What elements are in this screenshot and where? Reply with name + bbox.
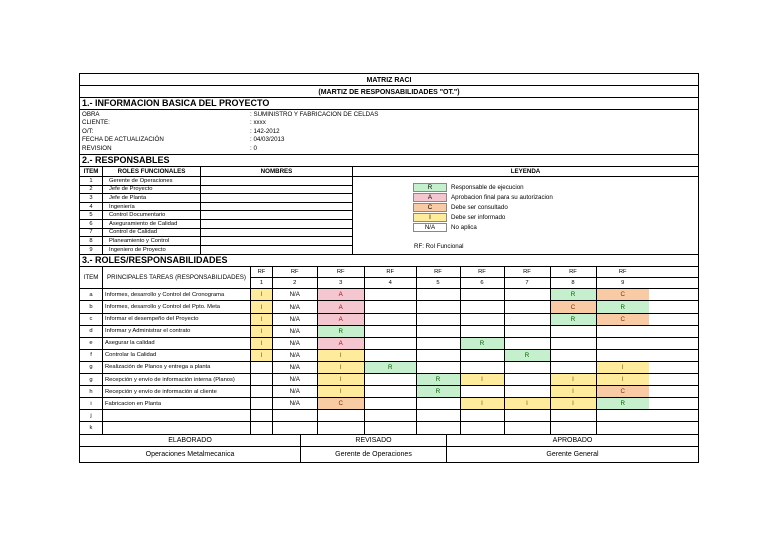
task-name: Realización de Planos y entrega a planta <box>103 362 251 373</box>
raci-cell[interactable] <box>365 386 417 397</box>
task-item: g <box>80 374 103 385</box>
task-row <box>80 386 698 398</box>
task-item: g <box>80 362 103 373</box>
role-name: Aseguramiento de Calidad <box>103 220 201 228</box>
rf-label: RF <box>618 269 627 276</box>
rf-number: 8 <box>551 278 597 288</box>
raci-cell[interactable] <box>365 398 417 409</box>
raci-cell[interactable] <box>551 338 597 349</box>
raci-cell[interactable] <box>318 410 366 421</box>
raci-cell[interactable]: I <box>318 362 366 373</box>
raci-cell[interactable]: I <box>251 289 273 300</box>
legend-row <box>413 182 553 192</box>
raci-cell[interactable]: A <box>318 338 366 349</box>
info-label: O/T: <box>82 127 94 135</box>
elaborado-label: ELABORADO <box>80 435 301 446</box>
raci-cell[interactable]: I <box>461 398 505 409</box>
task-row <box>80 314 698 326</box>
raci-cell[interactable] <box>365 374 417 385</box>
role-item-number: 7 <box>80 229 103 237</box>
task-item: k <box>80 422 103 433</box>
raci-cell[interactable]: I <box>318 386 366 397</box>
raci-sheet <box>79 73 699 463</box>
rf-number: 2 <box>273 278 318 288</box>
raci-cell[interactable] <box>505 374 551 385</box>
raci-cell[interactable] <box>251 374 273 385</box>
raci-cell[interactable] <box>551 326 597 337</box>
task-row <box>80 338 698 350</box>
task-name: Informes, desarrollo y Control del Ppto. Meta <box>103 301 251 312</box>
section2-header <box>80 155 698 167</box>
role-name: Gerente de Operaciones <box>103 177 201 185</box>
role-item-number: 8 <box>80 237 103 245</box>
raci-cell[interactable]: N/A <box>273 314 318 325</box>
role-item-number: 4 <box>80 203 103 211</box>
task-name: Asegurar la calidad <box>103 338 251 349</box>
task-row <box>80 301 698 313</box>
project-info <box>80 110 698 155</box>
rf-columns <box>251 267 698 288</box>
raci-cell[interactable]: N/A <box>273 326 318 337</box>
task-item: j <box>80 410 103 421</box>
raci-cell[interactable] <box>505 326 551 337</box>
raci-cell[interactable] <box>365 314 417 325</box>
role-person-name[interactable] <box>201 246 352 255</box>
raci-cell[interactable]: R <box>505 350 551 361</box>
role-person-name[interactable] <box>201 211 352 219</box>
raci-cell[interactable]: N/A <box>273 338 318 349</box>
raci-cell[interactable] <box>505 301 551 312</box>
raci-cell[interactable] <box>417 350 461 361</box>
role-person-name[interactable] <box>201 203 352 211</box>
elaborado-name: Operaciones Metalmecanica <box>80 447 301 462</box>
raci-cell[interactable] <box>417 326 461 337</box>
task-item: c <box>80 314 103 325</box>
raci-cell[interactable]: I <box>551 374 597 385</box>
raci-cell[interactable] <box>505 289 551 300</box>
rf-number: 6 <box>461 278 505 288</box>
raci-cell[interactable]: N/A <box>273 374 318 385</box>
rf-number-row <box>251 278 698 288</box>
raci-cell[interactable] <box>461 386 505 397</box>
raci-cell[interactable] <box>597 326 650 337</box>
task-name: Informar y Administrar el contrato <box>103 326 251 337</box>
legend-code: R <box>413 183 447 192</box>
raci-cell[interactable] <box>417 314 461 325</box>
role-name: Planeamiento y Control <box>103 237 201 245</box>
role-name: Control de Calidad <box>103 229 201 237</box>
task-item: e <box>80 338 103 349</box>
raci-cell[interactable] <box>551 350 597 361</box>
legend-row <box>413 213 553 223</box>
role-name: Jefe de Proyecto <box>103 186 201 194</box>
raci-cell[interactable]: I <box>597 374 650 385</box>
raci-cell[interactable]: R <box>597 301 650 312</box>
raci-cell[interactable]: R <box>551 314 597 325</box>
tasks-header: PRINCIPALES TAREAS (RESPONSABILIDADES) <box>103 267 251 288</box>
raci-cell[interactable] <box>417 338 461 349</box>
raci-cell[interactable] <box>505 338 551 349</box>
revisado-name: Gerente de Operaciones <box>301 447 447 462</box>
responsables-body <box>80 177 698 255</box>
raci-cell[interactable]: I <box>551 386 597 397</box>
rf-label: RF <box>417 267 461 277</box>
task-name: Fabricacion en Planta <box>103 398 251 409</box>
raci-cell[interactable] <box>251 410 273 421</box>
raci-cell[interactable] <box>273 422 318 433</box>
info-value: : xxxx <box>250 119 266 127</box>
raci-cell[interactable]: R <box>365 362 417 373</box>
raci-cell[interactable]: I <box>597 362 650 373</box>
rf-label: RF <box>251 267 273 277</box>
task-row <box>80 362 698 374</box>
raci-cell[interactable] <box>461 422 505 433</box>
rf-number: 7 <box>505 278 551 288</box>
rf-label-row <box>251 267 698 278</box>
role-name: Control Documentario <box>103 211 201 219</box>
raci-cell[interactable]: N/A <box>273 350 318 361</box>
info-label: CLIENTE: <box>82 119 110 127</box>
raci-cell[interactable] <box>417 410 461 421</box>
aprobado-label: APROBADO <box>552 436 593 444</box>
task-row <box>80 422 698 434</box>
raci-cell[interactable] <box>461 314 505 325</box>
raci-cell[interactable]: R <box>417 374 461 385</box>
raci-cell[interactable] <box>251 362 273 373</box>
task-name: Informes, desarrollo y Control del Cronograma <box>103 289 251 300</box>
role-item-number: 3 <box>80 194 103 202</box>
role-person-name[interactable] <box>201 229 352 237</box>
revisado-label: REVISADO <box>301 435 447 446</box>
rf-label: RF <box>551 267 597 277</box>
raci-cell[interactable]: I <box>318 374 366 385</box>
raci-cell[interactable] <box>461 326 505 337</box>
raci-cell[interactable]: I <box>251 350 273 361</box>
info-value: : 142-2012 <box>250 127 280 135</box>
task-item: b <box>80 301 103 312</box>
leyenda-header: LEYENDA <box>510 168 541 176</box>
rf-number: 4 <box>365 278 417 288</box>
legend-code: A <box>413 193 447 202</box>
info-row <box>80 111 698 119</box>
aprobado-name: Gerente General <box>546 450 599 458</box>
raci-cell[interactable] <box>417 422 461 433</box>
legend-row <box>413 202 553 212</box>
raci-table <box>80 267 698 434</box>
signoff-label-row <box>80 435 698 447</box>
raci-cell[interactable] <box>461 410 505 421</box>
title-row <box>80 74 698 86</box>
task-item: a <box>80 289 103 300</box>
rf-label: RF <box>273 267 318 277</box>
raci-cell[interactable]: C <box>318 398 366 409</box>
signoff-name-row <box>80 447 698 462</box>
info-row <box>80 145 698 153</box>
raci-cell[interactable] <box>551 410 597 421</box>
role-name: Ingeniero de Proyecto <box>103 246 201 255</box>
role-row <box>80 177 352 186</box>
raci-cell[interactable]: N/A <box>273 362 318 373</box>
raci-cell[interactable] <box>505 362 551 373</box>
raci-cell[interactable] <box>551 422 597 433</box>
task-name <box>103 410 251 421</box>
info-row <box>80 136 698 144</box>
task-name: Recepción y envío de información interna (Planos) <box>103 374 251 385</box>
raci-cell[interactable]: I <box>505 398 551 409</box>
role-item-number: 2 <box>80 186 103 194</box>
raci-cell[interactable] <box>251 386 273 397</box>
legend-code: C <box>413 203 447 212</box>
rf-number: 5 <box>417 278 461 288</box>
role-row <box>80 237 352 246</box>
rf-label: RF <box>505 267 551 277</box>
raci-cell[interactable]: I <box>251 314 273 325</box>
raci-cell[interactable] <box>461 362 505 373</box>
raci-cell[interactable] <box>461 289 505 300</box>
raci-cell[interactable]: C <box>551 301 597 312</box>
task-name <box>103 422 251 433</box>
raci-cell[interactable] <box>505 410 551 421</box>
task-name: Recepción y envío de información al cliente <box>103 386 251 397</box>
raci-cell[interactable]: I <box>251 301 273 312</box>
responsables-header-row <box>80 167 698 177</box>
legend-text: No aplica <box>451 224 477 232</box>
raci-cell[interactable] <box>365 289 417 300</box>
task-item: d <box>80 326 103 337</box>
raci-cell[interactable] <box>417 362 461 373</box>
raci-cell[interactable]: A <box>318 289 366 300</box>
raci-cell[interactable] <box>273 410 318 421</box>
section1-header <box>80 98 698 110</box>
legend-text: Aprobacion final para su autorizacion <box>451 193 553 201</box>
rf-number: 1 <box>251 278 273 288</box>
raci-cell[interactable] <box>318 422 366 433</box>
item-header: ITEM <box>80 167 103 176</box>
role-row <box>80 229 352 238</box>
role-row <box>80 246 352 255</box>
role-item-number: 6 <box>80 220 103 228</box>
raci-cell[interactable]: R <box>461 338 505 349</box>
info-label: FECHA DE ACTUALIZACIÓN <box>82 136 164 144</box>
raci-cell[interactable]: R <box>417 386 461 397</box>
raci-cell[interactable] <box>365 301 417 312</box>
task-name: Informar el desempeño del Proyecto <box>103 314 251 325</box>
raci-cell[interactable] <box>365 350 417 361</box>
legend-row <box>413 223 553 233</box>
raci-cell[interactable]: R <box>318 326 366 337</box>
raci-cell[interactable]: A <box>318 301 366 312</box>
raci-cell[interactable] <box>365 410 417 421</box>
raci-cell[interactable]: R <box>551 289 597 300</box>
rf-label: RF <box>365 267 417 277</box>
rf-label: RF <box>318 267 366 277</box>
raci-cell[interactable] <box>251 422 273 433</box>
info-value: : SUMINISTRO Y FABRICACION DE CELDAS <box>250 111 379 118</box>
role-row <box>80 220 352 229</box>
task-row <box>80 410 698 422</box>
rf-number: 9 <box>621 280 625 287</box>
legend <box>413 182 553 233</box>
role-row <box>80 203 352 212</box>
raci-cell[interactable] <box>365 422 417 433</box>
raci-cell[interactable] <box>251 398 273 409</box>
info-label: REVISION <box>82 144 112 152</box>
raci-cell[interactable]: A <box>318 314 366 325</box>
role-row <box>80 194 352 203</box>
section1-title: 1.- INFORMACION BASICA DEL PROYECTO <box>80 98 698 109</box>
rf-note: RF: Rol Funcional <box>414 243 464 251</box>
info-label: OBRA <box>82 111 100 118</box>
raci-cell[interactable]: I <box>551 398 597 409</box>
item-header: ITEM <box>80 267 103 288</box>
legend-code: I <box>413 213 447 222</box>
raci-cell[interactable] <box>505 386 551 397</box>
role-person-name[interactable] <box>201 194 352 202</box>
raci-header-row <box>80 267 698 289</box>
raci-cell[interactable] <box>365 326 417 337</box>
subtitle-row <box>80 86 698 98</box>
legend-area <box>353 177 698 254</box>
rf-number: 3 <box>318 278 366 288</box>
roles-list <box>80 177 353 254</box>
raci-cell[interactable] <box>551 362 597 373</box>
task-item: f <box>80 350 103 361</box>
raci-cell[interactable] <box>365 338 417 349</box>
raci-cell[interactable]: I <box>251 338 273 349</box>
task-row <box>80 374 698 386</box>
legend-text: Debe ser informado <box>451 214 506 222</box>
task-name: Controlar la Calidad <box>103 350 251 361</box>
raci-cell[interactable] <box>417 289 461 300</box>
raci-cell[interactable]: N/A <box>273 289 318 300</box>
roles-header: ROLES FUNCIONALES <box>103 167 201 176</box>
role-person-name[interactable] <box>201 220 352 228</box>
legend-text: Debe ser consultado <box>451 204 508 211</box>
role-row <box>80 211 352 220</box>
info-value: : 04/03/2013 <box>250 136 285 144</box>
raci-cell[interactable] <box>461 301 505 312</box>
raci-cell[interactable]: R <box>597 398 650 409</box>
task-item: h <box>80 386 103 397</box>
task-item: i <box>80 398 103 409</box>
task-row <box>80 398 698 410</box>
raci-cell[interactable] <box>417 301 461 312</box>
raci-cell[interactable] <box>461 350 505 361</box>
raci-cell[interactable] <box>597 338 650 349</box>
raci-cell[interactable]: C <box>597 386 650 397</box>
legend-text: Responsable de ejecucion <box>451 183 524 191</box>
task-row <box>80 350 698 362</box>
raci-cell[interactable]: N/A <box>273 398 318 409</box>
info-value: : 0 <box>250 144 257 152</box>
raci-cell[interactable]: I <box>251 326 273 337</box>
role-person-name[interactable] <box>201 177 352 185</box>
raci-cell[interactable]: C <box>597 289 650 300</box>
role-name: Ingeniería <box>103 203 201 211</box>
raci-cell[interactable]: C <box>597 314 650 325</box>
raci-cell[interactable] <box>505 422 551 433</box>
raci-cell[interactable]: N/A <box>273 301 318 312</box>
section3-header <box>80 255 698 267</box>
document-subtitle: (MARTIZ DE RESPONSABILIDADES "OT.") <box>318 88 460 96</box>
section2-title: 2.- RESPONSABLES <box>80 155 698 166</box>
legend-code: N/A <box>413 223 447 232</box>
rf-label: RF <box>461 267 505 277</box>
raci-cell[interactable]: I <box>461 374 505 385</box>
raci-cell[interactable] <box>597 422 650 433</box>
task-row <box>80 289 698 301</box>
role-person-name[interactable] <box>201 186 352 194</box>
role-name: Jefe de Planta <box>103 194 201 202</box>
legend-row <box>413 192 553 202</box>
task-row <box>80 326 698 338</box>
info-row <box>80 128 698 136</box>
role-row <box>80 186 352 195</box>
info-row <box>80 119 698 127</box>
role-item-number: 9 <box>80 246 103 255</box>
role-item-number: 5 <box>80 211 103 219</box>
section3-title: 3.- ROLES/RESPONSABILIDADES <box>80 255 698 266</box>
role-person-name[interactable] <box>201 237 352 245</box>
raci-cell[interactable] <box>417 398 461 409</box>
raci-cell[interactable]: N/A <box>273 386 318 397</box>
raci-cell[interactable] <box>597 350 650 361</box>
document-title: MATRIZ RACI <box>366 76 412 84</box>
raci-cell[interactable]: I <box>318 350 366 361</box>
raci-cell[interactable] <box>505 314 551 325</box>
nombres-header: NOMBRES <box>201 167 353 176</box>
raci-cell[interactable] <box>597 410 650 421</box>
role-item-number: 1 <box>80 177 103 185</box>
